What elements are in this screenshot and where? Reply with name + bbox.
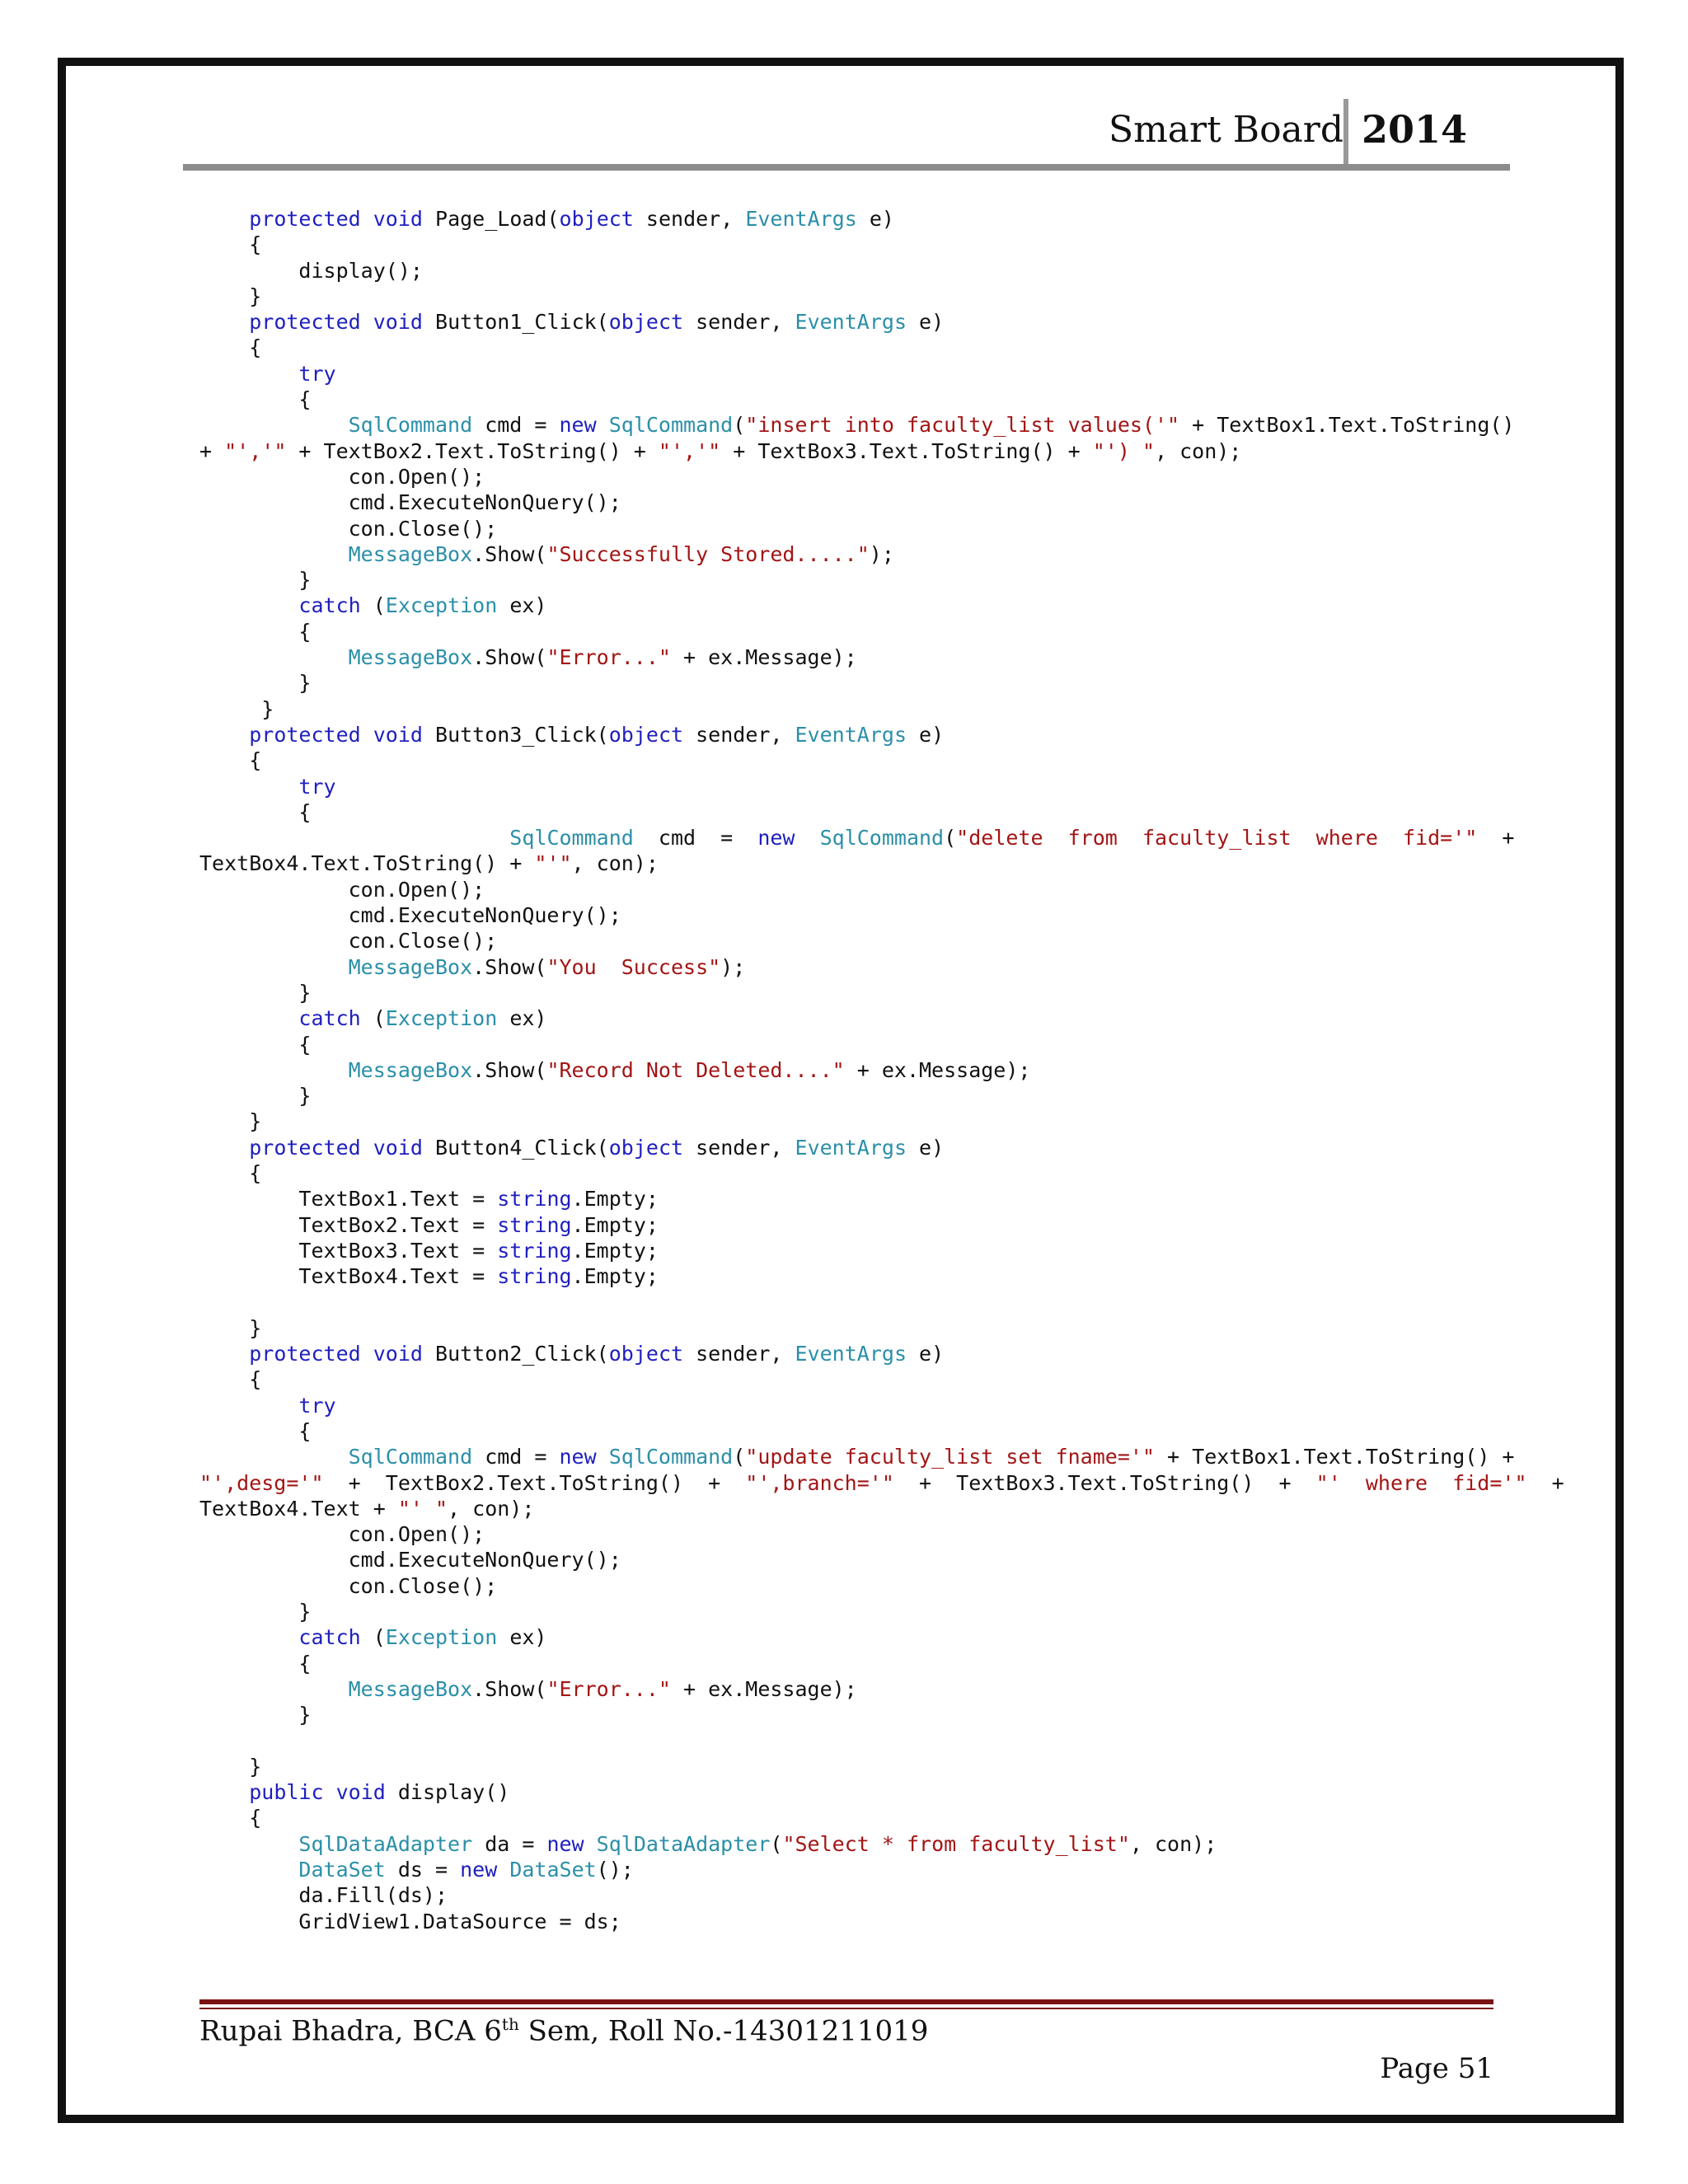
code-token: protected [249, 1135, 361, 1160]
code-line [199, 1779, 1502, 1805]
page-header [183, 99, 1510, 168]
code-token: "Error..." [546, 1676, 671, 1701]
code-listing [199, 206, 1564, 1934]
code-token [199, 1832, 298, 1856]
code-token: e) [907, 1135, 945, 1160]
code-line [199, 980, 1502, 1005]
code-token: , con); [1129, 1831, 1217, 1856]
code-line [199, 1238, 1502, 1263]
code-token: ex) [497, 1625, 547, 1650]
code-token: SqlDataAdapter [298, 1831, 473, 1856]
footer-rule [199, 1999, 1493, 2004]
code-token: .Empty; [571, 1212, 659, 1237]
code-line [199, 258, 1502, 284]
code-line [199, 206, 1502, 232]
code-token: ex) [497, 593, 547, 618]
code-token: void [335, 1780, 386, 1805]
code-token: string [497, 1212, 572, 1237]
code-line [199, 825, 1515, 851]
code-token: } [199, 696, 274, 721]
code-token: void [373, 1342, 423, 1366]
code-token: { [199, 799, 312, 824]
code-line [199, 1083, 1502, 1108]
code-token: MessageBox [348, 645, 473, 670]
code-token: , con); [571, 851, 659, 876]
code-token: e) [907, 722, 945, 747]
code-token [199, 362, 298, 386]
code-token [497, 1858, 509, 1882]
code-token: con.Close(); [199, 1573, 498, 1598]
code-token: sender, [683, 722, 795, 747]
code-token: + TextBox2.Text.ToString() + [286, 438, 659, 463]
code-token: + ex.Message); [670, 1676, 857, 1701]
code-line [199, 1108, 1502, 1134]
code-line [199, 1341, 1502, 1366]
code-token: } [199, 284, 262, 308]
code-token: SqlCommand [509, 826, 634, 851]
code-token: Button1_Click( [422, 310, 609, 335]
code-token: object [559, 207, 634, 231]
code-token: object [608, 1135, 684, 1160]
code-token: EventArgs [795, 722, 907, 747]
code-line [199, 670, 1502, 696]
code-token [199, 542, 349, 566]
code-line [199, 1728, 1502, 1754]
code-token: cmd.ExecuteNonQuery(); [199, 903, 621, 928]
code-token: } [199, 1600, 312, 1624]
code-token: public [249, 1780, 324, 1805]
code-token [199, 310, 249, 334]
code-token: EventArgs [795, 1342, 907, 1366]
code-line [199, 284, 1502, 309]
code-token: } [199, 980, 312, 1005]
footer-rule-thin [199, 2008, 1493, 2009]
code-line [199, 1702, 1502, 1727]
code-token [597, 1445, 609, 1469]
code-token: SqlCommand [608, 1445, 734, 1469]
author-suffix: Sem, Roll No.-14301211019 [518, 2014, 929, 2048]
code-line [199, 1676, 1502, 1702]
code-token: da = [472, 1831, 547, 1856]
code-token [199, 1394, 298, 1418]
code-token: + [199, 438, 225, 463]
code-token [199, 1342, 249, 1366]
code-token: "Select * from faculty_list" [782, 1831, 1130, 1856]
code-token: { [199, 1651, 312, 1675]
code-token: cmd = [472, 413, 560, 438]
code-token: EventArgs [795, 1135, 907, 1160]
code-token: cmd = [633, 826, 758, 851]
code-token: Button3_Click( [422, 722, 609, 747]
code-token: con.Close(); [199, 516, 498, 541]
code-line [199, 1315, 1502, 1341]
code-token: e) [907, 310, 945, 335]
code-line [199, 644, 1502, 670]
code-token: ( [360, 593, 386, 618]
code-token: { [199, 387, 312, 412]
code-token: void [373, 207, 423, 231]
code-token: ex) [497, 1006, 547, 1031]
code-token: { [199, 1160, 262, 1185]
code-line [199, 1805, 1502, 1830]
code-token: void [373, 722, 423, 747]
code-token: string [497, 1238, 572, 1263]
header-rule [183, 164, 1510, 171]
code-token: "delete from faculty_list where fid='" [956, 826, 1478, 851]
code-token [199, 593, 298, 617]
code-token: try [298, 361, 336, 386]
code-token: (); [596, 1858, 634, 1882]
code-token: Button4_Click( [422, 1135, 609, 1160]
code-token: display() [385, 1780, 510, 1805]
code-token [324, 1780, 336, 1804]
code-token [361, 1342, 373, 1366]
code-token: ( [360, 1006, 386, 1031]
code-line [199, 1909, 1502, 1934]
code-token: ); [720, 954, 746, 979]
code-token: string [497, 1187, 572, 1212]
header-year: 2014 [1362, 107, 1468, 152]
code-token: new [460, 1858, 498, 1882]
code-token: MessageBox [348, 1057, 473, 1082]
code-token: DataSet [509, 1858, 597, 1882]
page-number: Page 51 [1380, 2052, 1493, 2085]
code-token [199, 207, 249, 231]
code-token: void [373, 310, 423, 335]
code-token: EventArgs [795, 310, 907, 335]
code-line [199, 1831, 1502, 1857]
code-line [199, 877, 1502, 902]
author-prefix: Rupai Bhadra, BCA 6 [199, 2014, 502, 2048]
code-line [199, 438, 1502, 464]
code-line [199, 799, 1502, 825]
code-token [584, 1832, 597, 1856]
code-line [199, 1496, 1502, 1521]
code-token: try [298, 774, 336, 799]
code-token: + [1526, 1470, 1564, 1495]
code-token: "Error..." [546, 645, 671, 670]
code-line [199, 619, 1502, 644]
code-token: { [199, 1806, 262, 1830]
code-token: cmd = [472, 1445, 560, 1469]
code-token: + ex.Message); [670, 645, 857, 670]
code-line [199, 1212, 1502, 1238]
code-token: { [199, 619, 312, 644]
code-line [199, 541, 1502, 567]
code-token: object [608, 310, 684, 335]
code-token: MessageBox [348, 1676, 473, 1701]
code-line [199, 1366, 1502, 1392]
code-line [199, 774, 1502, 799]
code-token: { [199, 232, 262, 257]
code-token: protected [249, 207, 361, 231]
code-token: .Show( [472, 1676, 547, 1701]
code-line [199, 1186, 1502, 1212]
code-token: cmd.ExecuteNonQuery(); [199, 490, 621, 515]
code-token [199, 826, 509, 850]
code-token [199, 1445, 349, 1469]
code-token: sender, [683, 1342, 795, 1366]
code-token: Exception [385, 593, 498, 618]
header-separator [1343, 99, 1348, 168]
code-token: { [199, 1032, 312, 1057]
code-token: cmd.ExecuteNonQuery(); [199, 1548, 621, 1572]
code-token: "You Success" [546, 954, 721, 979]
code-token: + TextBox1.Text.ToString() + [1155, 1445, 1515, 1469]
code-token: } [199, 1315, 262, 1340]
code-token: Exception [385, 1006, 498, 1031]
code-line [199, 851, 1502, 876]
code-token: GridView1.DataSource = ds; [199, 1909, 621, 1933]
code-token: "insert into faculty_list values('" [745, 413, 1180, 438]
code-line [199, 490, 1502, 515]
code-line [199, 1882, 1502, 1908]
code-token: TextBox4.Text = [199, 1264, 498, 1289]
code-token: sender, [633, 207, 746, 231]
code-token: catch [298, 1625, 361, 1650]
code-token: Exception [385, 1625, 498, 1650]
code-token [597, 413, 609, 437]
code-line [199, 1263, 1502, 1289]
code-line [199, 954, 1502, 980]
code-token: TextBox4.Text.ToString() + [199, 851, 535, 876]
header-title: Smart Board [1108, 109, 1343, 151]
code-token: new [559, 413, 597, 438]
code-token: Button2_Click( [422, 1342, 609, 1366]
code-line [199, 593, 1502, 618]
code-token: TextBox2.Text = [199, 1212, 498, 1237]
code-token [361, 1136, 373, 1160]
code-token [361, 310, 373, 334]
code-token: ( [733, 413, 746, 438]
code-token: e) [856, 207, 894, 231]
code-token: { [199, 335, 262, 360]
code-token: + TextBox1.Text.ToString() [1179, 413, 1515, 438]
code-token [199, 1006, 298, 1030]
code-line [199, 1418, 1502, 1444]
code-line [199, 1289, 1502, 1315]
code-line [199, 387, 1502, 412]
code-token: + TextBox2.Text.ToString() + [323, 1470, 746, 1495]
code-token: TextBox4.Text + [199, 1496, 398, 1521]
code-token: protected [249, 1342, 361, 1366]
code-token [199, 1136, 249, 1160]
code-token [199, 1858, 298, 1882]
code-token [199, 1780, 249, 1804]
code-line [199, 464, 1502, 490]
code-token: ); [869, 541, 894, 566]
code-token: con.Close(); [199, 929, 498, 954]
code-token: e) [907, 1342, 945, 1366]
code-line [199, 1521, 1502, 1547]
code-token: { [199, 1367, 262, 1392]
code-token: } [199, 568, 312, 593]
code-token [199, 775, 298, 799]
code-token [199, 1625, 298, 1649]
code-token: ds = [385, 1858, 461, 1882]
code-token: "' " [397, 1496, 448, 1521]
code-line [199, 928, 1502, 954]
code-line [199, 232, 1502, 257]
code-token: "Successfully Stored....." [546, 541, 870, 566]
code-token [199, 645, 349, 669]
code-token: "'" [534, 851, 572, 876]
code-token: EventArgs [745, 207, 857, 231]
code-token: catch [298, 593, 361, 618]
code-token: display(); [199, 258, 423, 283]
code-token: DataSet [298, 1858, 386, 1882]
code-token: con.Open(); [199, 877, 485, 902]
code-token: new [559, 1445, 597, 1469]
code-token: "update faculty_list set fname='" [745, 1445, 1155, 1469]
code-token: .Show( [472, 1057, 547, 1082]
code-token: ( [360, 1625, 386, 1650]
code-token: catch [298, 1006, 361, 1031]
code-token: { [199, 748, 262, 773]
code-token: ( [944, 826, 957, 851]
code-token: string [497, 1264, 572, 1289]
code-token: protected [249, 310, 361, 335]
code-line [199, 516, 1502, 541]
code-token: Page_Load( [422, 207, 560, 231]
code-line [199, 1444, 1515, 1469]
code-token: , con); [1155, 438, 1242, 463]
code-token: con.Open(); [199, 1522, 485, 1547]
code-token: .Show( [472, 954, 547, 979]
code-line [199, 1857, 1502, 1882]
code-token: } [199, 1109, 262, 1134]
code-token: , con); [448, 1496, 535, 1521]
code-line [199, 1032, 1502, 1057]
code-line [199, 1135, 1502, 1160]
code-token: + ex.Message); [844, 1057, 1031, 1082]
code-token: sender, [683, 1135, 795, 1160]
code-token: "','" [658, 438, 721, 463]
code-line [199, 722, 1502, 748]
code-token: new [546, 1831, 584, 1856]
code-token: } [199, 1754, 262, 1779]
code-token: object [608, 1342, 684, 1366]
code-token: try [298, 1393, 336, 1418]
code-token: object [608, 722, 684, 747]
code-line [199, 412, 1515, 438]
code-line [199, 361, 1502, 387]
code-token: } [199, 671, 312, 696]
code-token: da.Fill(ds); [199, 1883, 448, 1908]
code-line [199, 1160, 1502, 1186]
code-line [199, 1547, 1502, 1572]
code-token: TextBox3.Text = [199, 1238, 498, 1263]
code-token: sender, [683, 310, 795, 335]
code-token: MessageBox [348, 541, 473, 566]
code-token: + [1477, 826, 1515, 851]
code-token: + TextBox3.Text.ToString() + [893, 1470, 1316, 1495]
code-token: .Empty; [571, 1238, 659, 1263]
code-line [199, 1005, 1502, 1031]
code-line [199, 1754, 1502, 1779]
code-token: SqlDataAdapter [596, 1831, 771, 1856]
code-token [795, 826, 819, 850]
code-token: protected [249, 722, 361, 747]
code-line [199, 335, 1502, 360]
code-token: MessageBox [348, 954, 473, 979]
code-token [361, 207, 373, 231]
code-token: "') " [1092, 438, 1155, 463]
code-token: void [373, 1135, 423, 1160]
code-token: con.Open(); [199, 464, 485, 489]
code-token [361, 723, 373, 747]
code-token: } [199, 1703, 312, 1727]
code-token: } [199, 1084, 312, 1108]
code-token: ( [770, 1831, 783, 1856]
code-token: SqlCommand [608, 413, 734, 438]
code-token: SqlCommand [348, 413, 473, 438]
code-token: SqlCommand [348, 1445, 473, 1469]
code-line [199, 1057, 1502, 1083]
code-line [199, 567, 1502, 593]
code-token [199, 955, 349, 979]
code-token [199, 1058, 349, 1082]
code-token: + TextBox3.Text.ToString() + [720, 438, 1093, 463]
code-token [199, 413, 349, 437]
code-token: ( [733, 1445, 746, 1469]
code-token: "',desg='" [199, 1470, 324, 1495]
code-token: new [757, 826, 795, 851]
footer-author [199, 2014, 928, 2047]
code-token: .Empty; [571, 1187, 659, 1212]
code-line [199, 696, 1502, 722]
code-token: .Show( [472, 541, 547, 566]
code-token [199, 1677, 349, 1701]
code-line [199, 1470, 1564, 1496]
code-line [199, 902, 1502, 928]
code-line [199, 1624, 1502, 1650]
code-token: { [199, 1418, 312, 1443]
code-line [199, 1573, 1502, 1599]
code-token: "Record Not Deleted...." [546, 1057, 845, 1082]
code-token: .Show( [472, 645, 547, 670]
code-token [199, 723, 249, 747]
code-line [199, 748, 1502, 773]
code-token: "' where fid='" [1315, 1470, 1527, 1495]
code-line [199, 1651, 1502, 1676]
code-token: SqlCommand [819, 826, 945, 851]
code-token: "','" [224, 438, 287, 463]
code-token: TextBox1.Text = [199, 1187, 498, 1212]
code-token: "',branch='" [745, 1470, 894, 1495]
code-line [199, 309, 1502, 335]
author-sup: th [501, 2014, 519, 2034]
code-line [199, 1599, 1502, 1624]
code-token: .Empty; [571, 1264, 659, 1289]
code-line [199, 1393, 1502, 1418]
